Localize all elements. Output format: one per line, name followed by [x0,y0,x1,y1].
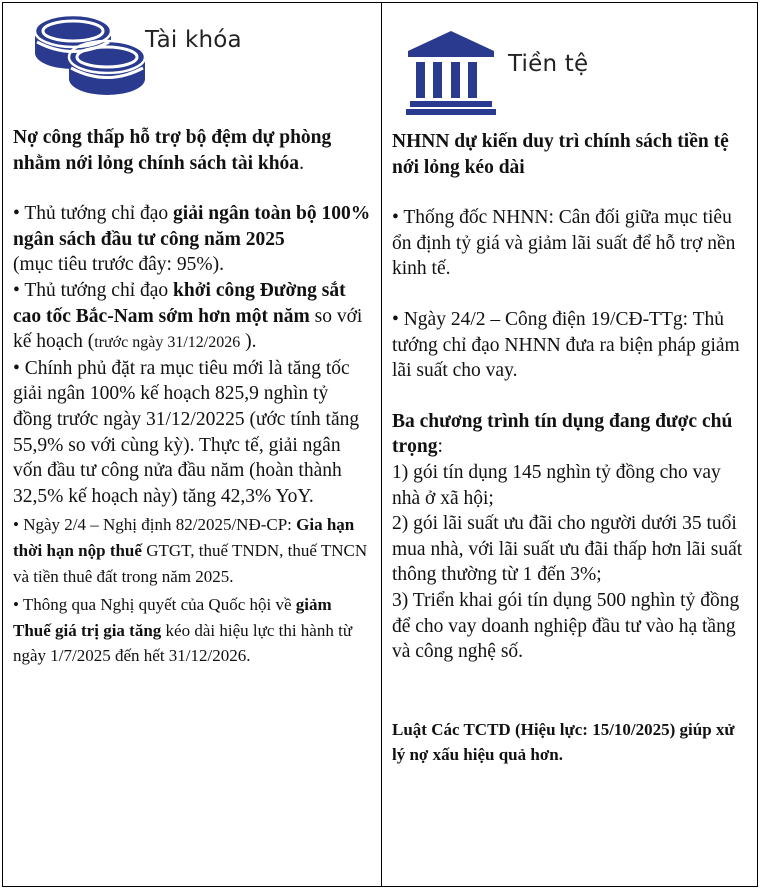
fiscal-header [3,3,381,121]
fiscal-body [3,121,381,669]
fiscal-bullet-4: • Ngày 2/4 – Nghị định 82/2025/NĐ-CP: Gia hạn thời hạn nộp thuế GTGT, thuế TNDN, thuế TNCN và tiền thuê đất trong năm 2025. [13,515,368,586]
credit-program-1: 1) gói tín dụng 145 nghìn tỷ đồng cho vay nhà ở xã hội; [392,461,721,509]
credit-programs-heading: Ba chương trình tín dụng đang được chú trọng: [392,410,733,458]
fiscal-bullet-1-note: (mục tiêu trước đây: 95%). [13,254,224,276]
fiscal-column [3,3,382,886]
fiscal-bullet-2: • Thủ tướng chỉ đạo khởi công Đường sắt [13,279,346,301]
fiscal-bullet-5: • Thông qua Nghị quyết của Quốc hội về giảm Thuế giá trị gia tăng kéo dài hiệu lực thi hành từ ngày 1/7/2025 đến hết 31/12/2026. [13,595,353,666]
monetary-header [382,3,757,121]
fiscal-title: Tài khóa [145,27,242,53]
credit-program-2: 2) gói lãi suất ưu đãi cho người dưới 35 tuổi mua nhà, với lãi suất ưu đãi thấp hơn lãi suất thông thường từ 1 đến 3%; [392,513,743,586]
credit-program-3: 3) Triển khai gói tín dụng 500 nghìn tỷ đồng để cho vay doanh nghiệp đầu tư vào hạ tầng và công nghệ số. [392,589,740,663]
monetary-column [382,3,757,886]
policy-table [2,2,758,887]
fiscal-bullet-1: • Thủ tướng chỉ đạo giải ngân toàn bộ 100% ngân sách đầu tư công năm 2025 [13,203,371,250]
coins-stack-icon [31,9,151,101]
credit-law-note: Luật Các TCTD (Hiệu lực: 15/10/2025) giúp xử lý nợ xấu hiệu quả hơn. [392,719,735,765]
monetary-body [382,121,757,768]
fiscal-bullet-2-cont: cao tốc Bắc-Nam sớm hơn một năm so với kế hoạch (trước ngày 31/12/2026 ). [13,305,363,353]
monetary-heading: NHNN dự kiến duy trì chính sách tiền tệ nới lỏng kéo dài [392,131,729,178]
fiscal-heading: Nợ công thấp hỗ trợ bộ đệm dự phòng nhằm nới lỏng chính sách tài khóa. [13,127,332,174]
monetary-bullet-2: • Ngày 24/2 – Công điện 19/CĐ-TTg: Thủ tướng chỉ đạo NHNN đưa ra biện pháp giảm lãi suất cho vay. [392,308,740,382]
bank-building-icon [406,31,496,115]
monetary-title: Tiền tệ [508,51,589,77]
monetary-bullet-1: • Thống đốc NHNN: Cân đối giữa mục tiêu ổn định tỷ giá và giảm lãi suất để hỗ trợ nền kinh tế. [392,207,736,280]
fiscal-bullet-3: • Chính phủ đặt ra mục tiêu mới là tăng tốc giải ngân 100% kế hoạch 825,9 nghìn tỷ đồng trước ngày 31/12/20225 (ước tính tăng 55,9% so với cùng kỳ). Thực tế, giải ngân vốn đầu tư công nửa đầu năm (hoàn thành 32,5% kế hoạch này) tăng 42,3% YoY. [13,357,360,507]
